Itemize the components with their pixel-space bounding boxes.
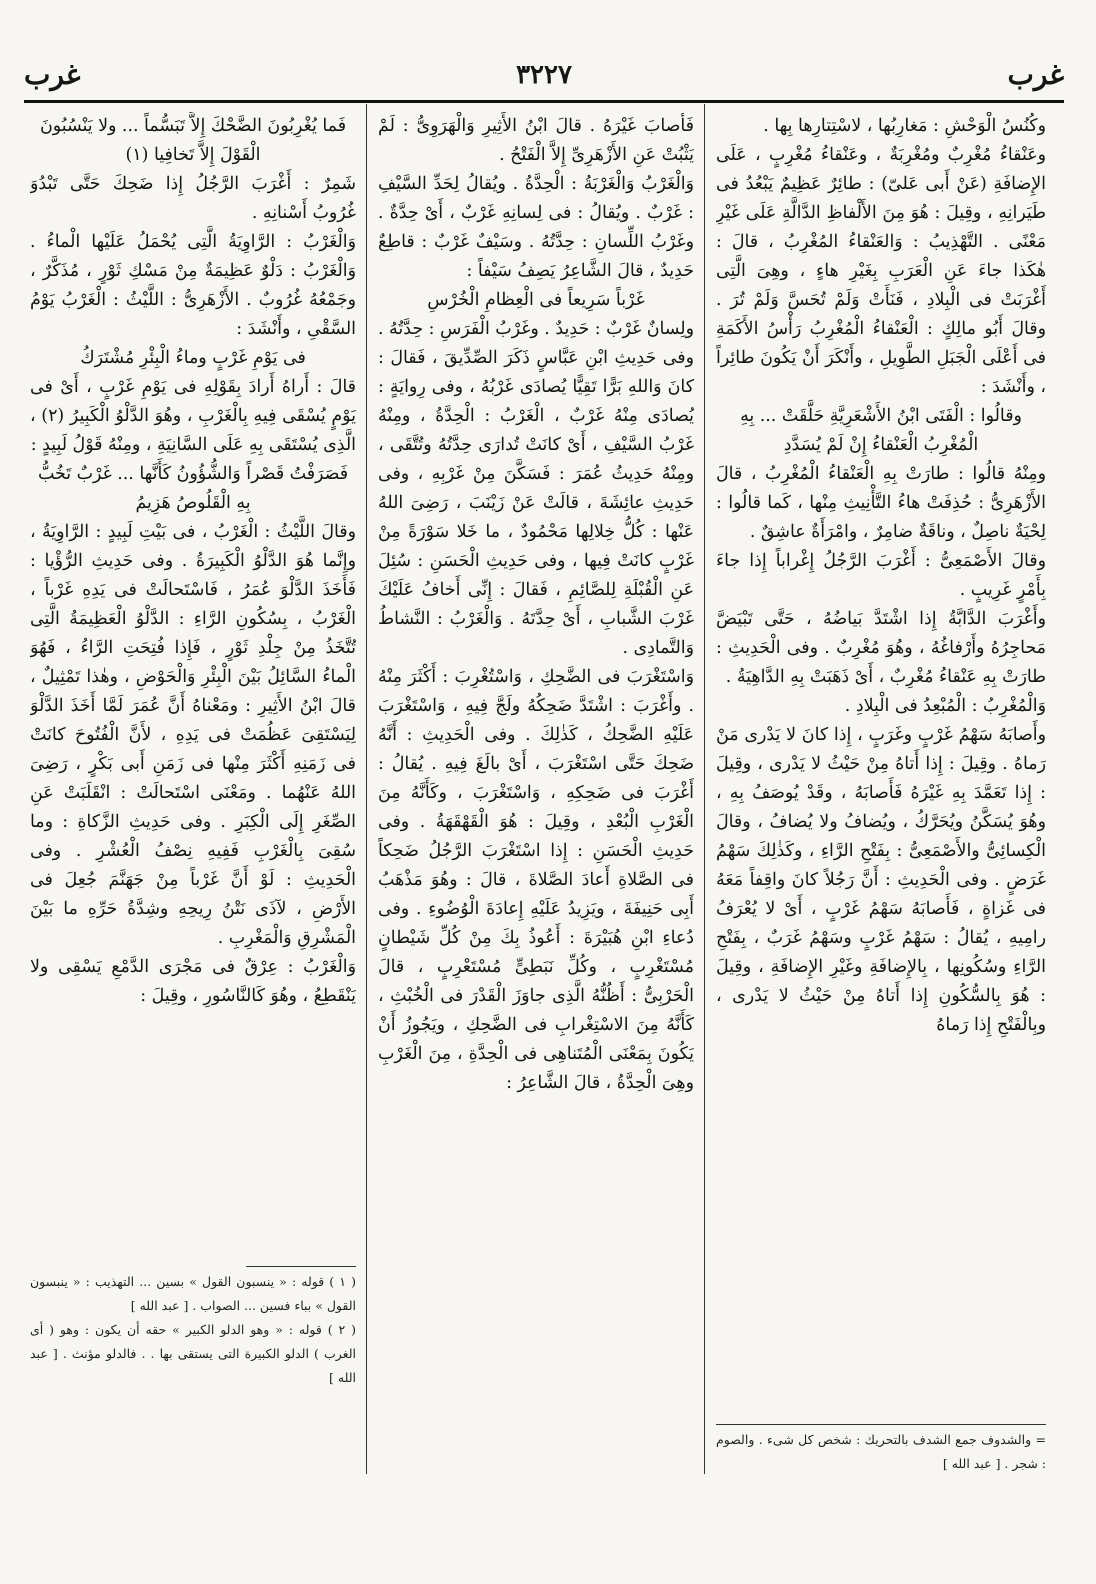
column-divider-left — [366, 104, 367, 1474]
column-left — [30, 112, 356, 1242]
headword-left: غرب — [24, 58, 81, 91]
footnote: ( ١ ) قوله : « ينسبون القول » بسين ... التهذيب : « ينبسون القول » بباء فسين ... الصواب . [ عبد الله ] — [30, 1274, 356, 1313]
paragraph: وعَنْقاءُ مُغْرِبٌ ومُغْرِبَةٌ ، وعَنْقاءُ مُغْرِبٍ ، عَلَى الإِضافَةِ (عَنْ أَبى عَلىّ) : طائِرٌ عَظِيمٌ يَبْعُدُ فى طَيَرانِهِ ، وقِيلَ : هُوَ مِنَ الأَلْفاظِ الدَّالَّةِ عَلَى غَيْرِ مَعْنًى . التَّهْذِيبُ : وَالعَنْقاءُ المُغْرِبُ ، قالَ : هٰكَذا جاءَ عَنِ الْعَرَبِ بِغَيْرِ هاءٍ ، وهِىَ الَّتِى أَغْرَبَتْ فى الْبِلادِ ، فَنَأَتْ وَلَمْ تُحَسَّ وَلَمْ تُرَ . وقالَ أَبُو مالِكٍ : الْعَنْقاءُ الْمُغْرِبُ رَأْسُ الأَكَمَةِ فى أَعْلَى الْجَبَلِ الطَّوِيلِ ، وأَنْكَرَ أَنْ يَكُونَ طائِراً ، وأَنْشَدَ : — [716, 145, 1046, 397]
paragraph: قالَ : أَراهُ أَرادَ بِقَوْلِهِ فى يَوْمِ غَرْبٍ ، أَىْ فى يَوْمٍ يُسْقَى فِيهِ بِالْغَرْبِ ، وهُوَ الدَّلْوُ الْكَبِيرُ (٢) ، الَّذِى يُسْتَقَى بِهِ عَلَى السَّانِيَةِ ، ومِنْهُ قَوْلُ لَبِيدٍ : — [30, 377, 356, 455]
footnote-rule-left — [246, 1266, 356, 1267]
paragraph: وَاسْتَغْرَبَ فى الضَّحِكِ ، وَاسْتُغْرِبَ : أَكْثَرَ مِنْهُ . وأَغْرَبَ : اشْتَدَّ ضَحِكُهُ ولَجَّ فِيهِ ، وَاسْتَغْرَبَ عَلَيْهِ الضَّحِكُ ، كَذٰلِكَ . وفى الْحَدِيثِ : أَنَّهُ ضَحِكَ حَتَّى اسْتَغْرَبَ ، أَىْ بالَغَ فِيهِ . يُقالُ : أَغْرَبَ فى ضَحِكِهِ ، وَاسْتَغْرَبَ ، وكَأَنَّهُ مِنَ الْغَرْبِ الْبُعْدِ ، وقِيلَ : هُوَ الْقَهْقَهَةُ . وفى حَدِيثِ الْحَسَنِ : إِذا اسْتَغْرَبَ الرَّجُلُ ضَحِكاً فى الصَّلاةِ أَعادَ الصَّلاةَ ، قالَ : وهُوَ مَذْهَبُ أَبِى حَنِيفَةَ ، ويَزِيدُ عَلَيْهِ إِعادَةَ الْوُضُوءِ . وفى دُعاءِ ابْنِ هُبَيْرَةَ : أَعُوذُ بِكَ مِنْ كُلِّ شَيْطانٍ مُسْتَغْرِبٍ ، وكُلِّ نَبَطِىٍّ مُسْتَعْرِبٍ ، قالَ الْحَرْبِىُّ : أَظُنُّهُ الَّذِى جاوَزَ الْقَدْرَ فى الْخُبْثِ ، كَأَنَّهُ مِنَ الاسْتِغْرابِ فى الضَّحِكِ ، ويَجُوزُ أَنْ يَكُونَ بِمَعْنَى الْمُتَناهِى فى الْحِدَّةِ ، مِنَ الْغَرْبِ وهِىَ الْحِدَّةُ ، قالَ الشَّاعِرُ : — [378, 667, 694, 1093]
footnote: ( ٢ ) قوله : « وهو الدلو الكبير » حقه أن يكون : وهو ( أى الغرب ) الدلو الكبيرة التى يستقى بها . . فالدلو مؤنث . [ عبد الله ] — [30, 1322, 356, 1385]
paragraph: وأَغْرَبَ الدَّابَّةُ إِذا اشْتَدَّ بَياضُهُ ، حَتَّى تَبْيَضَّ مَحاجِرُهُ وأَرْفاغُهُ ، وهُوَ مُغْرِبٌ . وفى الْحَدِيثِ : طارَتْ بِهِ عَنْقاءُ مُغْرِبٌ ، أَىْ ذَهَبَتْ بِهِ الدَّاهِيَةُ . — [716, 609, 1046, 687]
paragraph: وَالْغَرْبُ وَالْغَرْبَةُ : الْحِدَّةُ . ويُقالُ لِحَدِّ السَّيْفِ : غَرْبٌ . ويُقالُ : فى لِسانِهِ غَرْبٌ ، أَىْ حِدَّةٌ . وغَرْبُ اللِّسانِ : حِدَّتُهُ . وسَيْفٌ غَرْبٌ : قاطِعٌ حَدِيدٌ ، قالَ الشَّاعِرُ يَصِفُ سَيْفاً : — [378, 174, 694, 281]
header-rule — [24, 100, 1064, 103]
verse: وقالُوا : الْفَتَى ابْنُ الأَشْعَرِيَّةِ حَلَّقَتْ ... بِهِ الْمُغْرِبُ الْعَنْقاءُ إِنْ لَمْ يُسَدَّدِ — [740, 406, 1022, 455]
paragraph: وَالْغَرْبُ : عِرْقٌ فى مَجْرَى الدَّمْعِ يَسْقِى ولا يَنْقَطِعُ ، وهُوَ كَالنَّاسُورِ ، وقِيلَ : — [30, 957, 356, 1006]
column-divider-right — [704, 104, 705, 1474]
headword-right: غرب — [1007, 58, 1064, 91]
paragraph: وكُنُسُ الْوَحْشِ : مَغارِبُها ، لاسْتِتارِها بِها . — [763, 116, 1046, 136]
column-right — [716, 112, 1046, 1416]
paragraph: وَالْغَرْبُ : الرَّاوِيَةُ الَّتِى يُحْمَلُ عَلَيْها الْماءُ . وَالْغَرْبُ : دَلْوٌ عَظِيمَةٌ مِنْ مَسْكِ ثَوْرٍ ، مُذَكَّرٌ ، وجَمْعُهُ غُرُوبٌ . الأَزْهَرِىُّ : اللَّيْثُ : الْغَرْبُ يَوْمُ السَّقْىِ ، وأَنْشَدَ : — [30, 232, 356, 339]
paragraph: فَأَصابَ غَيْرَهُ . قالَ ابْنُ الأَثِيرِ وَالْهَرَوِىُّ : لَمْ يَثْبُتْ عَنِ الأَزْهَرِىِّ إِلاَّ الْفَتْحُ . — [378, 116, 694, 165]
footnotes-left — [30, 1270, 356, 1500]
verse: فى يَوْمِ غَرْبٍ وماءُ الْبِئْرِ مُشْتَرَكُ — [80, 348, 306, 368]
paragraph: وَالْمُغْرِبُ : الْمُبْعِدُ فى الْبِلادِ . — [844, 696, 1046, 716]
footnote: = والشدوف جمع الشدف بالتحريك : شخص كل شىء . والصوم : شجر . [ عبد الله ] — [716, 1432, 1046, 1471]
paragraph: وقالَ اللَّيْثُ : الْغَرْبُ ، فى بَيْتِ لَبِيدٍ : الرَّاوِيَةُ ، وإِنَّما هُوَ الدَّلْوُ الْكَبِيرَةُ . وفى حَدِيثِ الرُّؤْيا : فَأَخَذَ الدَّلْوَ عُمَرُ ، فَاسْتَحالَتْ فى يَدِهِ غَرْباً ، الْغَرْبُ ، بِسُكُونِ الرَّاءِ : الدَّلْوُ الْعَظِيمَةُ الَّتِى تُتَّخَذُ مِنْ جِلْدِ ثَوْرٍ ، فَإِذا فُتِحَتِ الرَّاءُ ، فَهُوَ الْماءُ السَّائِلُ بَيْنَ الْبِئْرِ وَالْحَوْضِ ، وهٰذا تَمْثِيلٌ ، قالَ ابْنُ الأَثِيرِ : ومَعْناهُ أَنَّ عُمَرَ لَمَّا أَخَذَ الدَّلْوَ لِيَسْتَقِىَ عَظُمَتْ فى يَدِهِ ، لأَنَّ الْفُتُوحَ كانَتْ فى زَمَنِهِ أَكْثَرَ مِنْها فى زَمَنِ أَبى بَكْرٍ ، رَضِىَ اللهُ عَنْهُما . ومَعْنَى اسْتَحالَتْ : انْقَلَبَتْ عَنِ الصِّغَرِ إِلَى الْكِبَرِ . وفى حَدِيثِ الزَّكاةِ : وما سُقِىَ بِالْغَرْبِ فَفِيهِ نِصْفُ الْعُشْرِ . وفى الْحَدِيثِ : لَوْ أَنَّ غَرْباً مِنْ جَهَنَّمَ جُعِلَ فى الأَرْضِ ، لآذَى نَتْنُ رِيحِهِ وشِدَّةُ حَرِّهِ ما بَيْنَ الْمَشْرِقِ وَالْمَغْرِبِ . — [30, 522, 356, 948]
paragraph: ولِسانٌ غَرْبٌ : حَدِيدٌ . وغَرْبُ الْفَرَسِ : حِدَّتُهُ . وفى حَدِيثِ ابْنِ عَبَّاسٍ ذَكَرَ الصِّدِّيقَ ، فَقالَ : كانَ وَاللهِ بَرًّا تَقِيًّا يُصادَى غَرْبُهُ ، وفى رِوايَةٍ : يُصادَى مِنْهُ غَرْبٌ ، الْغَرْبُ : الْحِدَّةُ ، ومِنْهُ غَرْبُ السَّيْفِ ، أَىْ كانَتْ تُدارَى حِدَّتُهُ وتُتَّقَى ، ومِنْهُ حَدِيثُ عُمَرَ : فَسَكَّنَ مِنْ غَرْبِهِ ، وفى حَدِيثِ عائِشَةَ ، قالَتْ عَنْ زَيْنَبَ ، رَضِىَ اللهُ عَنْها : كُلُّ خِلالِها مَحْمُودٌ ، ما خَلا سَوْرَةً مِنْ غَرْبٍ كانَتْ فِيها ، وفى حَدِيثِ الْحَسَنِ : سُئِلَ عَنِ الْقُبْلَةِ لِلصَّائِمِ ، فَقالَ : إِنِّى أَخافُ عَلَيْكَ غَرْبَ الشَّبابِ ، أَىْ حِدَّتَهُ . وَالْغَرْبُ : النَّشاطُ وَالتَّمادِى . — [378, 319, 694, 658]
page-header — [24, 58, 1064, 98]
paragraph: شَمِرٌ : أَغْرَبَ الرَّجُلُ إِذا ضَحِكَ حَتَّى تَبْدُوَ غُرُوبُ أَسْنانِهِ . — [30, 174, 356, 223]
verse: غَرْباً سَرِيعاً فى الْعِظامِ الْخُرْسِ — [427, 290, 645, 310]
footnotes-right — [716, 1428, 1046, 1488]
verse: فَصَرَفْتُ قَصْراً وَالشُّؤُونُ كَأَنَّها ... غَرْبٌ تَخُبُّ بِهِ الْقَلُوصُ هَزِيمُ — [37, 464, 349, 513]
paragraph: ومِنْهُ قالُوا : طارَتْ بِهِ الْعَنْقاءُ الْمُغْرِبُ ، قالَ الأَزْهَرِىُّ : حُذِفَتْ هاءُ التَّأْنِيثِ مِنْها ، كَما قالُوا : لِحْيَةٌ ناصِلٌ ، وناقَةٌ ضامِرٌ ، وامْرَأَةٌ عاشِقٌ . — [716, 464, 1046, 542]
page-number: ٣٢٢٧ — [516, 60, 572, 90]
verse: فَما يُغْرِبُونَ الضَّحْكَ إِلاَّ تَبَسُّماً ... ولا يَنْسُبُونَ الْقَوْلَ إِلاَّ تَخافِيا (١) — [39, 116, 347, 165]
footnote-rule-right — [716, 1424, 1046, 1425]
paragraph: وأَصابَهُ سَهْمُ غَرْبٍ وغَرَبٍ ، إِذا كانَ لا يَدْرى مَنْ رَماهُ . وقِيلَ : إِذا أَتاهُ مِنْ حَيْثُ لا يَدْرى ، وقِيلَ : إِذا تَعَمَّدَ بِهِ غَيْرَهُ فَأَصابَهُ ، وقَدْ يُوصَفُ بِهِ ، وهُوَ يُسَكَّنُ ويُحَرَّكُ ، ويُضافُ ولا يُضافُ ، وقالَ الْكِسائِىُّ والأَصْمَعِىُّ : بِفَتْحِ الرَّاءِ ، وكَذٰلِكَ سَهْمُ غَرَضٍ . وفى الْحَدِيثِ : أَنَّ رَجُلاً كانَ واقِفاً مَعَهُ فى غَزاةٍ ، فَأَصابَهُ سَهْمُ غَرْبٍ ، أَىْ لا يُعْرَفُ رامِيهِ ، يُقالُ : سَهْمُ غَرْبٍ وسَهْمُ غَرَبٌ ، بِفَتْحِ الرَّاءِ وسُكُونِها ، بِالإِضافَةِ وغَيْرِ الإِضافَةِ ، وقِيلَ : هُوَ بِالسُّكُونِ إِذا أَتاهُ مِنْ حَيْثُ لا يَدْرى ، وبِالْفَتْحِ إِذا رَماهُ — [716, 725, 1046, 1035]
paragraph: وقالَ الأَصْمَعِىُّ : أَغْرَبَ الرَّجُلُ إِغْراباً إِذا جاءَ بِأَمْرٍ غَرِيبٍ . — [716, 551, 1046, 600]
column-middle — [378, 112, 694, 1492]
